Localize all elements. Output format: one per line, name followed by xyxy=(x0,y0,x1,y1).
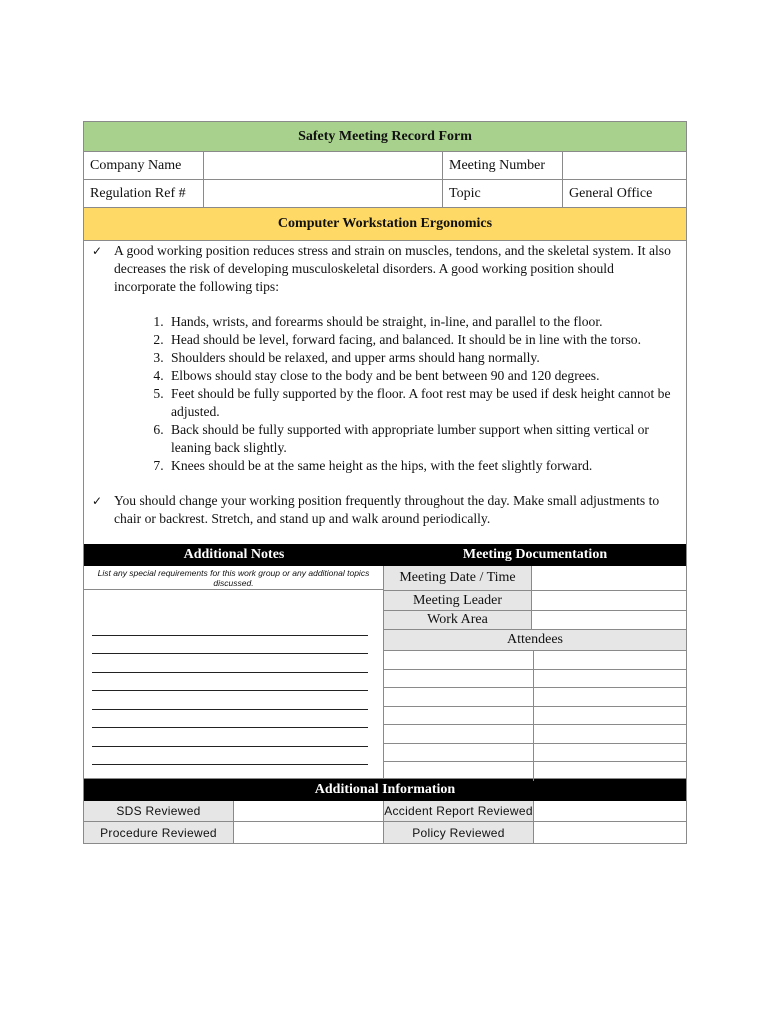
attendees-grid xyxy=(384,651,686,781)
topic-label: Topic xyxy=(443,180,563,207)
attendee-field[interactable] xyxy=(534,688,686,706)
meeting-date-label: Meeting Date / Time xyxy=(384,566,532,590)
table-row xyxy=(384,744,686,763)
list-item: 3. Shoulders should be relaxed, and upper arms should hang normally. xyxy=(167,349,676,367)
work-area-field[interactable] xyxy=(532,611,686,629)
table-row xyxy=(384,688,686,707)
table-row xyxy=(384,725,686,744)
closing-text: You should change your working position frequently throughout the day. Make small adjustments to chair or backrest. Stretch, and stand up and walk around periodically. xyxy=(114,493,660,526)
table-row xyxy=(84,822,686,843)
additional-information-grid xyxy=(84,801,686,843)
sds-reviewed-label: SDS Reviewed xyxy=(84,801,234,821)
safety-meeting-form xyxy=(83,121,687,844)
tips-list xyxy=(92,313,676,475)
table-row xyxy=(384,651,686,670)
meeting-leader-label: Meeting Leader xyxy=(384,591,532,610)
attendees-header: Attendees xyxy=(384,630,686,651)
list-item: 7. Knees should be at the same height as the hips, with the feet slightly forward. xyxy=(167,457,676,475)
intro-bullet xyxy=(92,242,676,296)
attendee-field[interactable] xyxy=(534,762,686,781)
note-line[interactable] xyxy=(92,729,368,747)
procedure-reviewed-field[interactable] xyxy=(234,822,384,843)
table-row xyxy=(384,707,686,726)
company-name-label: Company Name xyxy=(84,152,204,179)
check-mark-icon: ✓ xyxy=(92,494,103,508)
attendee-field[interactable] xyxy=(384,670,534,688)
list-item: 4. Elbows should stay close to the body and be bent between 90 and 120 degrees. xyxy=(167,367,676,385)
topic-field[interactable]: General Office xyxy=(569,185,653,201)
table-row xyxy=(84,801,686,822)
attendee-field[interactable] xyxy=(534,707,686,725)
accident-report-field[interactable] xyxy=(534,801,686,821)
additional-information-title: Additional Information xyxy=(84,779,686,801)
attendee-field[interactable] xyxy=(384,744,534,762)
work-area-row xyxy=(384,611,686,630)
info-row-regulation xyxy=(84,180,686,208)
check-mark-icon: ✓ xyxy=(92,244,103,258)
attendee-field[interactable] xyxy=(534,725,686,743)
notes-lines[interactable] xyxy=(84,590,383,765)
meeting-date-field[interactable] xyxy=(532,566,686,590)
table-row xyxy=(384,670,686,689)
note-line[interactable] xyxy=(92,637,368,655)
attendee-field[interactable] xyxy=(384,762,534,781)
attendee-field[interactable] xyxy=(534,744,686,762)
list-item: 5. Feet should be fully supported by the floor. A foot rest may be used if desk height cannot be adjusted. xyxy=(167,385,676,421)
section-title: Computer Workstation Ergonomics xyxy=(84,208,686,241)
work-area-label: Work Area xyxy=(384,611,532,629)
list-item: 6. Back should be fully supported with appropriate lumber support when sitting vertical or leaning back slightly. xyxy=(167,421,676,457)
info-row-company xyxy=(84,152,686,180)
attendee-field[interactable] xyxy=(534,670,686,688)
meeting-leader-row xyxy=(384,591,686,611)
table-row xyxy=(384,762,686,781)
meeting-number-field[interactable] xyxy=(563,152,686,179)
regulation-label: Regulation Ref # xyxy=(84,180,204,207)
additional-notes-title: Additional Notes xyxy=(183,547,285,562)
note-line[interactable] xyxy=(92,748,368,766)
accident-report-label: Accident Report Reviewed xyxy=(384,801,534,821)
intro-text: A good working position reduces stress and strain on muscles, tendons, and the skeletal system. It also decreases the risk of developing musculoskeletal disorders. A good working position should incorporate the following tips: xyxy=(114,243,671,294)
policy-reviewed-label: Policy Reviewed xyxy=(384,822,534,843)
meeting-date-row xyxy=(384,566,686,591)
notes-docs-section xyxy=(84,566,686,779)
notes-docs-header xyxy=(84,544,686,566)
meeting-number-label: Meeting Number xyxy=(443,152,563,179)
meeting-documentation-panel xyxy=(384,566,686,778)
list-item: 2. Head should be level, forward facing, and balanced. It should be in line with the torso. xyxy=(167,331,676,349)
list-item: 1. Hands, wrists, and forearms should be straight, in-line, and parallel to the floor. xyxy=(167,313,676,331)
attendee-field[interactable] xyxy=(384,725,534,743)
form-title: Safety Meeting Record Form xyxy=(84,122,686,152)
closing-bullet xyxy=(92,492,676,528)
note-line[interactable] xyxy=(92,674,368,692)
attendee-field[interactable] xyxy=(534,651,686,669)
regulation-field[interactable] xyxy=(204,180,443,207)
procedure-reviewed-label: Procedure Reviewed xyxy=(84,822,234,843)
company-name-field[interactable] xyxy=(204,152,443,179)
meeting-leader-field[interactable] xyxy=(532,591,686,610)
sds-reviewed-field[interactable] xyxy=(234,801,384,821)
notes-hint: List any special requirements for this work group or any additional topics discussed. xyxy=(84,566,383,590)
attendee-field[interactable] xyxy=(384,688,534,706)
additional-notes-panel xyxy=(84,566,384,778)
note-line[interactable] xyxy=(92,618,368,636)
meeting-documentation-title: Meeting Documentation xyxy=(462,547,608,562)
note-line[interactable] xyxy=(92,711,368,729)
policy-reviewed-field[interactable] xyxy=(534,822,686,843)
attendee-field[interactable] xyxy=(384,707,534,725)
note-line[interactable] xyxy=(92,692,368,710)
attendee-field[interactable] xyxy=(384,651,534,669)
note-line[interactable] xyxy=(92,655,368,673)
ergonomics-content xyxy=(84,241,686,544)
